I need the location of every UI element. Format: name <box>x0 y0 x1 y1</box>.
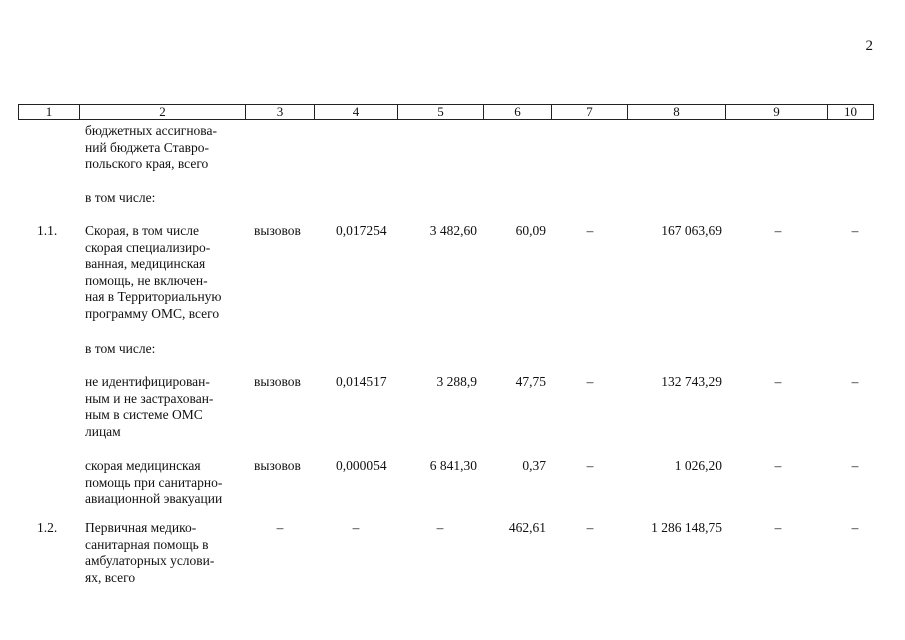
row-description: не идентифицирован- ным и не застрахован- ным в системе ОМС лицам <box>85 374 214 439</box>
row-col-10: – <box>851 374 859 389</box>
header-col-4: 4 <box>314 104 397 120</box>
row-col-8: 1 286 148,75 <box>651 520 722 535</box>
row-col-6: 0,37 <box>522 458 546 473</box>
row-col-9: – <box>774 458 782 473</box>
row-number: 1.1. <box>37 223 58 238</box>
row-col-7: – <box>586 458 594 473</box>
row-col-8: 167 063,69 <box>661 223 722 238</box>
row-unit: вызовов <box>254 374 301 389</box>
row-unit: – <box>276 520 284 535</box>
header-col-7: 7 <box>551 104 627 120</box>
header-col-1: 1 <box>18 104 79 120</box>
row-col-10: – <box>851 458 859 473</box>
row-col-5: 3 288,9 <box>436 374 477 389</box>
header-col-10: 10 <box>827 104 874 120</box>
header-col-5: 5 <box>397 104 483 120</box>
table-header-row <box>18 104 874 120</box>
row-col-8: 1 026,20 <box>674 458 722 473</box>
header-col-2: 2 <box>79 104 245 120</box>
row-col-5: 6 841,30 <box>429 458 477 473</box>
row-unit: вызовов <box>254 223 301 238</box>
row-description: скорая медицинская помощь при санитарно- авиационной эвакуации <box>85 458 223 507</box>
row-col-7: – <box>586 520 594 535</box>
row-1-1-subheading: в том числе: <box>85 341 156 356</box>
row-col-5: 3 482,60 <box>429 223 477 238</box>
row-number: 1.2. <box>37 520 58 535</box>
row-col-9: – <box>774 223 782 238</box>
intro-text: бюджетных ассигнова- ний бюджета Ставро- польского края, всего <box>85 123 217 172</box>
intro-subheading: в том числе: <box>85 190 156 205</box>
row-col-9: – <box>774 374 782 389</box>
row-col-4: 0,000054 <box>336 458 387 473</box>
header-col-3: 3 <box>245 104 314 120</box>
row-col-10: – <box>851 520 859 535</box>
row-col-7: – <box>586 374 594 389</box>
page-number: 2 <box>865 38 873 54</box>
row-col-4: 0,017254 <box>336 223 387 238</box>
row-col-10: – <box>851 223 859 238</box>
row-col-6: 462,61 <box>508 520 546 535</box>
row-col-6: 60,09 <box>515 223 546 238</box>
row-col-4: 0,014517 <box>336 374 387 389</box>
row-col-4: – <box>352 520 360 535</box>
row-col-7: – <box>586 223 594 238</box>
row-col-5: – <box>436 520 444 535</box>
row-col-9: – <box>774 520 782 535</box>
header-col-8: 8 <box>627 104 725 120</box>
header-col-9: 9 <box>725 104 827 120</box>
row-unit: вызовов <box>254 458 301 473</box>
row-col-6: 47,75 <box>515 374 546 389</box>
header-col-6: 6 <box>483 104 551 120</box>
row-description: Скорая, в том числе скорая специализиро- ванная, медицинская помощь, не включен- ная в Территориальную программу ОМС, всего <box>85 223 222 321</box>
row-col-8: 132 743,29 <box>661 374 722 389</box>
row-description: Первичная медико- санитарная помощь в амбулаторных услови- ях, всего <box>85 520 215 585</box>
